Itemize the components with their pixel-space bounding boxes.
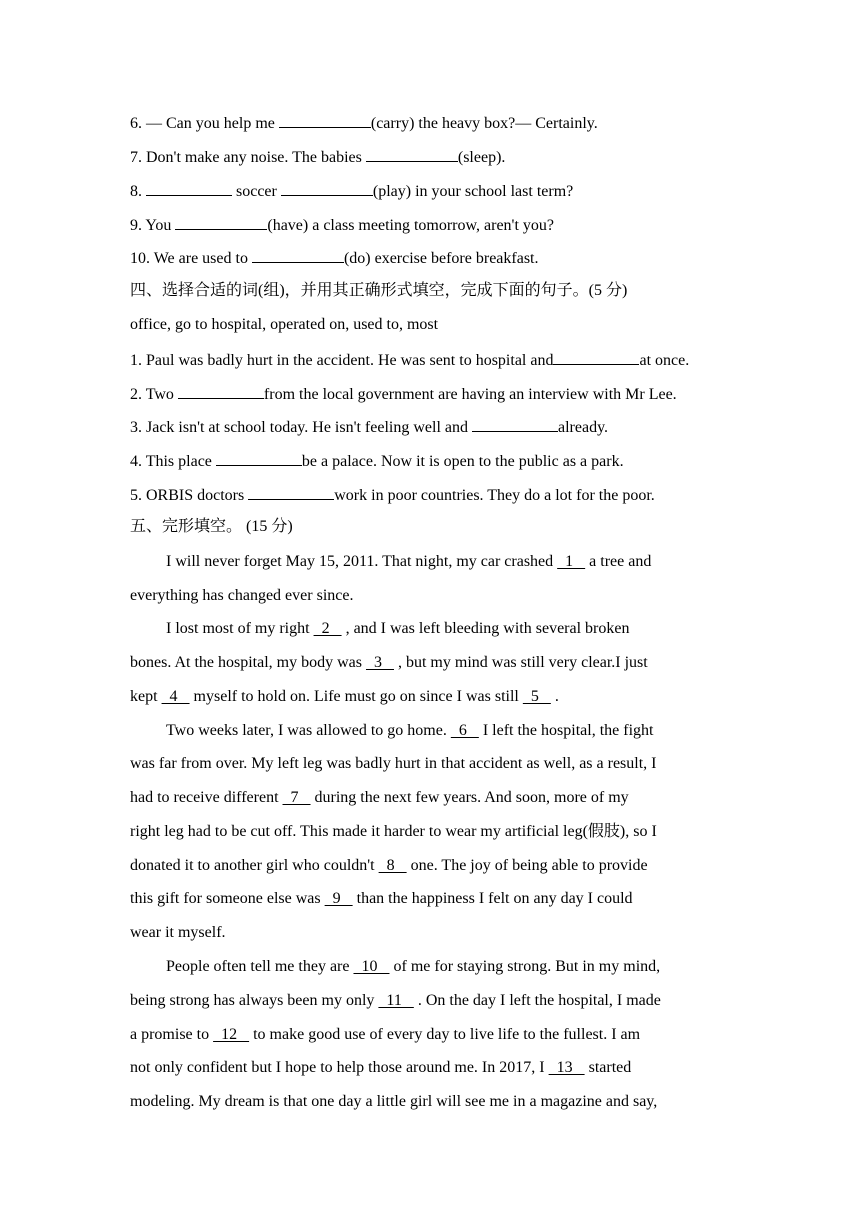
passage-text: I will never forget May 15, 2011. That night, my car crashed	[166, 553, 558, 570]
answer-blank[interactable]	[248, 484, 334, 500]
passage-text: than the happiness I felt on any day I could	[352, 890, 633, 907]
question-text: already.	[557, 419, 609, 436]
cloze-blank-8[interactable]: 8	[378, 857, 407, 874]
answer-blank[interactable]	[472, 416, 558, 432]
passage-line	[166, 721, 653, 741]
passage-line: was far from over. My left leg was badly hurt in that accident as well, as a result, I	[130, 755, 657, 772]
passage-text: one. The joy of being able to provide	[406, 857, 648, 874]
question-text: (have) a class meeting tomorrow, aren't you?	[267, 217, 554, 234]
question-text: 6. — Can you help me	[130, 115, 279, 132]
passage-line: everything has changed ever since.	[130, 587, 354, 604]
question-text: from the local government are having an interview with Mr Lee.	[263, 386, 677, 403]
cloze-blank-1[interactable]: 1	[557, 553, 586, 570]
passage-line: right leg had to be cut off. This made it harder to wear my artificial leg(假肢), so I	[130, 823, 657, 840]
question-9	[130, 214, 554, 236]
question-6	[130, 112, 598, 134]
passage-text: I left the hospital, the fight	[478, 722, 654, 739]
cloze-blank-11[interactable]: 11	[378, 992, 414, 1009]
passage-text: donated it to another girl who couldn't	[130, 857, 379, 874]
passage-line	[166, 552, 651, 572]
answer-blank[interactable]	[252, 247, 344, 263]
passage-text: a promise to	[130, 1026, 214, 1043]
question-text: 1. Paul was badly hurt in the accident. He was sent to hospital and	[130, 352, 554, 369]
answer-blank[interactable]	[281, 180, 373, 196]
question-text: (play) in your school last term?	[372, 183, 574, 200]
question-text: at once.	[639, 352, 690, 369]
passage-text: I lost most of my right	[166, 620, 314, 637]
question-text: be a palace. Now it is open to the public as a park.	[301, 453, 624, 470]
question-text: 7. Don't make any noise. The babies	[130, 149, 366, 166]
passage-text: Two weeks later, I was allowed to go home.	[166, 722, 451, 739]
question-text: 2. Two	[130, 386, 178, 403]
answer-blank[interactable]	[366, 146, 458, 162]
word-bank: office, go to hospital, operated on, used to, most	[130, 316, 439, 333]
passage-line	[130, 856, 648, 876]
passage-text: had to receive different	[130, 789, 283, 806]
passage-text: during the next few years. And soon, more of my	[310, 789, 629, 806]
cloze-blank-4[interactable]: 4	[161, 688, 190, 705]
cloze-blank-10[interactable]: 10	[353, 958, 390, 975]
passage-line	[130, 1025, 640, 1045]
question-text: 5. ORBIS doctors	[130, 487, 249, 504]
passage-line	[166, 619, 629, 639]
s4-question-1	[130, 349, 689, 371]
cloze-blank-12[interactable]: 12	[213, 1026, 250, 1043]
passage-text: , but my mind was still very clear.I just	[393, 654, 648, 671]
question-text: (carry) the heavy box?— Certainly.	[370, 115, 598, 132]
answer-blank[interactable]	[175, 214, 267, 230]
cloze-blank-5[interactable]: 5	[522, 688, 551, 705]
passage-line	[130, 687, 559, 707]
passage-line	[130, 889, 633, 909]
question-text: (do) exercise before breakfast.	[343, 250, 539, 267]
question-text: 10. We are used to	[130, 250, 252, 267]
passage-text: . On the day I left the hospital, I made	[413, 992, 661, 1009]
passage-text: not only confident but I hope to help those around me. In 2017, I	[130, 1059, 549, 1076]
passage-text: of me for staying strong. But in my mind,	[389, 958, 661, 975]
s4-question-5	[130, 484, 655, 506]
cloze-blank-3[interactable]: 3	[365, 654, 394, 671]
passage-line	[130, 653, 648, 673]
passage-line	[130, 1058, 631, 1078]
answer-blank[interactable]	[279, 112, 371, 128]
question-text: 4. This place	[130, 453, 216, 470]
cloze-blank-9[interactable]: 9	[324, 890, 353, 907]
passage-line	[166, 957, 660, 977]
answer-blank[interactable]	[146, 180, 232, 196]
answer-blank[interactable]	[216, 450, 302, 466]
passage-text: a tree and	[585, 553, 652, 570]
section-4-heading: 四、选择合适的词(组)，并用其正确形式填空，完成下面的句子。(5 分)	[130, 282, 628, 299]
passage-text: .	[550, 688, 559, 705]
s4-question-2	[130, 383, 677, 405]
passage-text: bones. At the hospital, my body was	[130, 654, 366, 671]
passage-text: kept	[130, 688, 162, 705]
cloze-blank-6[interactable]: 6	[450, 722, 479, 739]
question-10	[130, 247, 539, 269]
passage-text: to make good use of every day to live life to the fullest. I am	[249, 1026, 641, 1043]
cloze-blank-13[interactable]: 13	[548, 1059, 585, 1076]
question-text: soccer	[232, 183, 281, 200]
answer-blank[interactable]	[178, 383, 264, 399]
passage-text: , and I was left bleeding with several broken	[341, 620, 630, 637]
passage-line	[130, 788, 629, 808]
passage-text: myself to hold on. Life must go on since I was still	[189, 688, 523, 705]
s4-question-3	[130, 416, 608, 438]
passage-line: modeling. My dream is that one day a little girl will see me in a magazine and say,	[130, 1093, 658, 1110]
passage-text: started	[584, 1059, 632, 1076]
answer-blank[interactable]	[553, 349, 639, 365]
question-8	[130, 180, 573, 202]
section-5-heading: 五、完形填空。 (15 分)	[130, 518, 293, 535]
cloze-blank-2[interactable]: 2	[313, 620, 342, 637]
passage-text: this gift for someone else was	[130, 890, 325, 907]
passage-text: People often tell me they are	[166, 958, 354, 975]
question-text: 3. Jack isn't at school today. He isn't feeling well and	[130, 419, 472, 436]
question-7	[130, 146, 505, 168]
cloze-blank-7[interactable]: 7	[282, 789, 311, 806]
question-text: (sleep).	[457, 149, 506, 166]
question-text: work in poor countries. They do a lot for the poor.	[334, 487, 655, 504]
question-text: 8.	[130, 183, 146, 200]
passage-text: being strong has always been my only	[130, 992, 379, 1009]
passage-line: wear it myself.	[130, 924, 226, 941]
passage-line	[130, 991, 661, 1011]
s4-question-4	[130, 450, 624, 472]
question-text: 9. You	[130, 217, 176, 234]
